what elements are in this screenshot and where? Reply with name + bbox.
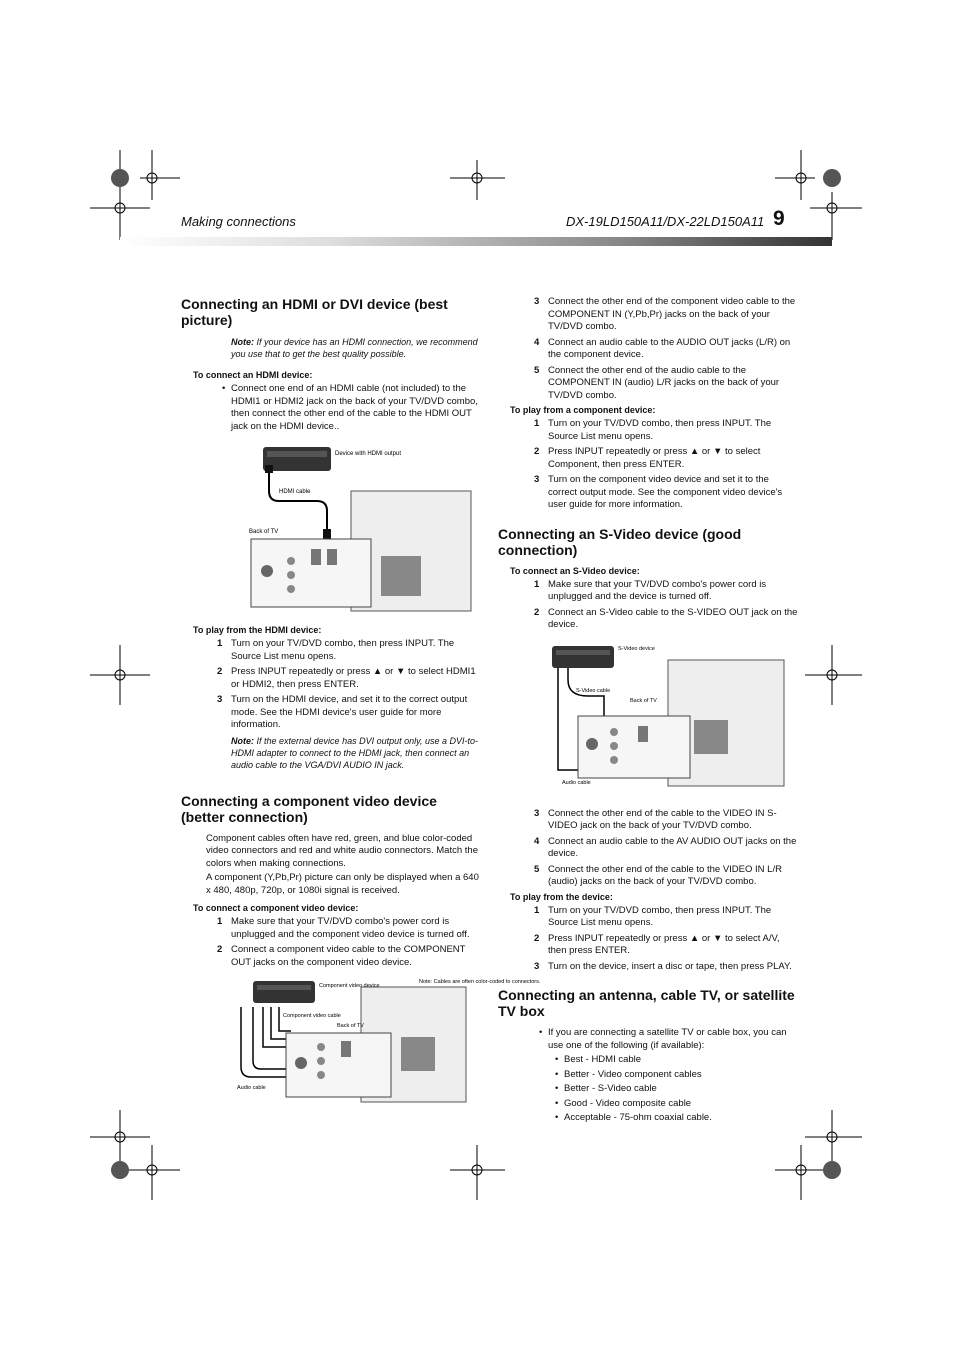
antenna-options	[498, 1054, 798, 1125]
hdmi-connect-heading: To connect an HDMI device:	[193, 370, 313, 380]
component-title: Connecting a component video device (better connection)	[181, 792, 437, 825]
list-item: 3 Turn on the device, insert a disc or tape, then press PLAY.	[534, 960, 792, 972]
hdmi-diagram	[231, 441, 471, 617]
antenna-list	[498, 1027, 798, 1052]
svideo-steps	[498, 579, 798, 632]
list-item: 3 Turn on the HDMI device, and set it to the correct output mode. See the HDMI device's user guide for more information.	[217, 694, 468, 730]
hdmi-play-steps	[181, 638, 481, 732]
svideo-title: Connecting an S-Video device (good connection)	[498, 525, 742, 558]
component-fig-note: Note: Cables are often color-coded to connectors.	[419, 979, 541, 985]
component-para2: A component (Y,Pb,Pr) picture can only be displayed when a 640 x 480, 480p, 720p, or 1080i signal is received.	[206, 872, 479, 896]
component-fig-back-label: Back of TV	[337, 1023, 364, 1029]
list-item: 2 Connect a component video cable to the COMPONENT OUT jacks on the component video device.	[217, 944, 466, 968]
svideo-fig-cable-label: S-Video cable	[576, 687, 611, 694]
header-bar	[120, 237, 832, 246]
list-item: 4 Connect an audio cable to the AV AUDIO OUT jacks on the device.	[534, 835, 797, 859]
antenna-bullet: • If you are connecting a satellite TV or cable box, you can use one of the following (if available):	[498, 1027, 798, 1052]
header-model: DX-19LD150A11/DX-22LD150A11	[566, 214, 765, 229]
hdmi-fig-back-label: Back of TV	[249, 529, 279, 535]
list-item: 2 Press INPUT repeatedly or press ▲ or ▼ to select Component, then press ENTER.	[534, 446, 761, 470]
hdmi-note2: Note: If the external device has DVI output only, use a DVI-to-HDMI adapter to connect to the HDMI jack, then connect an audio cable to the VGA/DVI AUDIO IN jack.	[231, 735, 478, 770]
list-item: • Acceptable - 75-ohm coaxial cable.	[498, 1112, 798, 1125]
component-fig-audio-label: Audio cable	[237, 1085, 266, 1091]
list-item: 1 Turn on your TV/DVD combo, then press INPUT. The Source List menu opens.	[534, 904, 772, 928]
list-item: 2 Press INPUT repeatedly or press ▲ or ▼ to select A/V, then press ENTER.	[534, 932, 780, 956]
component-para1: Component cables often have red, green, and blue color-coded video connectors and red and white audio connectors. Match the colors when making connections.	[206, 832, 478, 869]
component-play-heading: To play from a component device:	[510, 405, 656, 415]
svideo-fig-back-label: Back of TV	[630, 697, 657, 704]
list-item: 4 Connect an audio cable to the AUDIO OUT jacks (L/R) on the component device.	[534, 336, 791, 360]
hdmi-fig-device-label: Device with HDMI output	[335, 451, 402, 457]
component-steps	[181, 916, 481, 969]
svideo-fig-device-label: S-Video device	[618, 645, 655, 652]
hdmi-fig-cable-label: HDMI cable	[279, 489, 311, 495]
header-section: Making connections	[181, 214, 296, 229]
left-column	[181, 296, 541, 1113]
antenna-title: Connecting an antenna, cable TV, or satellite TV box	[498, 987, 795, 1019]
svideo-connect-heading: To connect an S-Video device:	[510, 565, 640, 576]
list-item: 2 Connect an S-Video cable to the S-VIDEO OUT jack on the device.	[534, 606, 798, 630]
list-item: 1 Turn on your TV/DVD combo, then press INPUT. The Source List menu opens.	[217, 638, 455, 662]
list-item: • Best - HDMI cable	[498, 1054, 798, 1067]
list-item: 1 Turn on your TV/DVD combo, then press INPUT. The Source List menu opens.	[534, 418, 772, 442]
hdmi-play-heading: To play from the HDMI device:	[193, 625, 322, 635]
component-connect-heading: To connect a component video device:	[193, 903, 359, 913]
list-item: • Good - Video composite cable	[498, 1098, 798, 1111]
list-item: 3 Connect the other end of the component video cable to the COMPONENT IN (Y,Pb,Pr) jacks on the back of your TV/DVD combo.	[534, 296, 796, 332]
list-item: • Better - S-Video cable	[498, 1083, 798, 1096]
list-item: 1 Make sure that your TV/DVD combo's power cord is unplugged and the component video device is turned off.	[217, 916, 470, 940]
hdmi-title: Connecting an HDMI or DVI device (best picture)	[181, 296, 448, 328]
component-fig-device-label: Component video device	[319, 983, 380, 989]
right-column	[498, 296, 798, 1127]
svideo-steps-cont	[498, 808, 798, 889]
svideo-diagram	[548, 640, 788, 790]
page-number: 9	[773, 207, 785, 230]
list-item: • Better - Video component cables	[498, 1069, 798, 1082]
component-steps-cont	[498, 296, 798, 402]
list-item: 1 Make sure that your TV/DVD combo's power cord is unplugged and the device is turned off.	[534, 578, 767, 602]
svideo-play-heading: To play from the device:	[510, 891, 613, 902]
list-item: 5 Connect the other end of the audio cable to the COMPONENT IN (audio) L/R jacks on the back of your TV/DVD combo.	[534, 364, 780, 401]
list-item: 3 Turn on the component video device and set it to the correct output mode. See the component video device's user guide for more information.	[534, 474, 783, 510]
hdmi-note: Note: If your device has an HDMI connection, we recommend you use that to get the best quality possible.	[231, 337, 478, 359]
hdmi-connect-bullet: • Connect one end of an HDMI cable (not included) to the HDMI1 or HDMI2 jack on the back of your TV/DVD combo, then connect the other end of the cable to the HDMI OUT jack on the HDMI device..	[181, 383, 481, 433]
component-diagram	[231, 977, 541, 1105]
component-fig-cable-label: Component video cable	[283, 1013, 341, 1019]
svideo-play-steps	[498, 905, 798, 974]
list-item: 3 Connect the other end of the cable to the VIDEO IN S-VIDEO jack on the back of your TV/DVD combo.	[534, 807, 777, 831]
component-play-steps	[498, 418, 798, 512]
list-item: 2 Press INPUT repeatedly or press ▲ or ▼ to select HDMI1 or HDMI2, then press ENTER.	[217, 666, 476, 690]
hdmi-connect-list	[181, 383, 481, 433]
svideo-fig-audio-label: Audio cable	[562, 779, 591, 786]
list-item: 5 Connect the other end of the cable to the VIDEO IN L/R (audio) jacks on the back of your TV/DVD combo.	[534, 863, 782, 887]
